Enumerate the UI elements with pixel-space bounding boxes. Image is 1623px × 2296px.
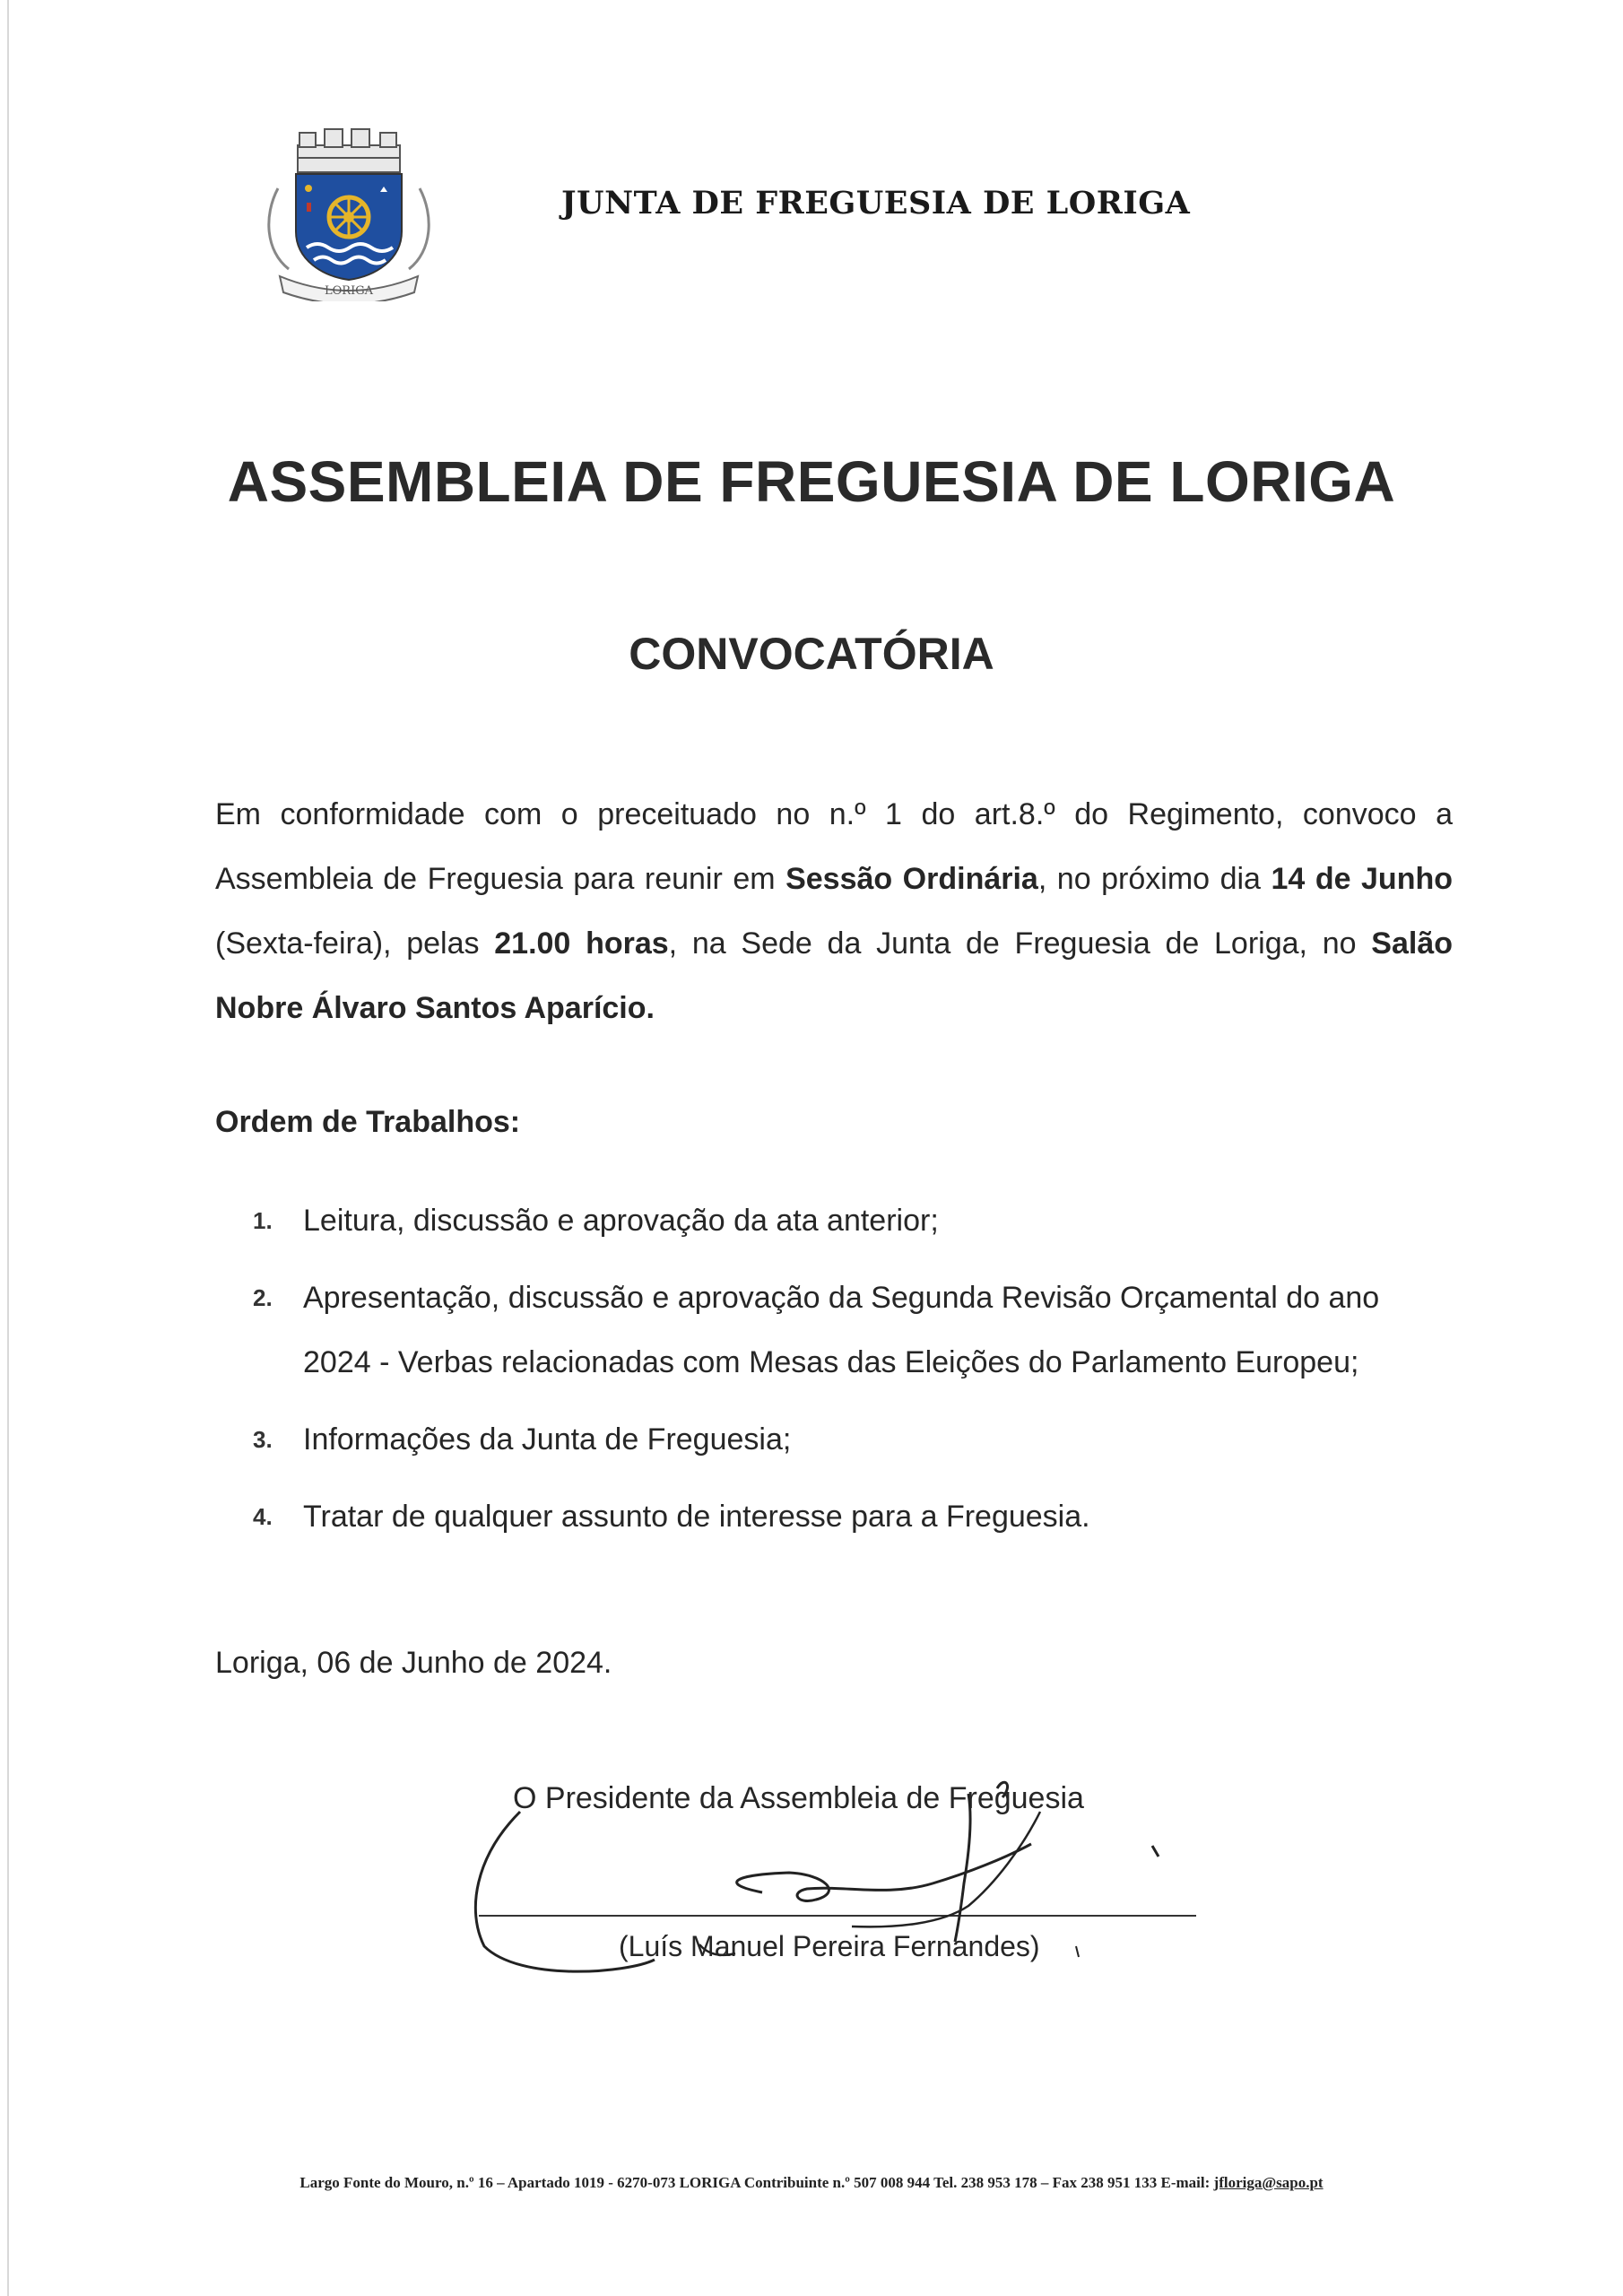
meeting-venue: Salão Nobre Álvaro Santos Aparício. [215,926,1453,1025]
svg-text:LORIGA: LORIGA [325,284,373,298]
intro-text: Em conformidade com o preceituado no n.º 1 do art.8.º do Regimento, convoco a Assembleia de Freguesia para reunir em [215,797,1453,896]
signature-block [466,1758,1202,1991]
signatory-name: (Luís Manuel Pereira Fernandes) [619,1930,1040,1962]
footer-email-link[interactable]: jfloriga@sapo.pt [1213,2174,1324,2191]
agenda-item [215,1265,1453,1395]
place-and-date: Loriga, 06 de Junho de 2024. [215,1646,612,1680]
agenda-item [215,1407,1453,1472]
intro-text: , na Sede da Junta de Freguesia de Loriga, no [668,926,1372,961]
signatory-role: O Presidente da Assembleia de Freguesia [513,1781,1084,1815]
handwritten-signature [466,1758,1202,1991]
agenda-item-number: 3. [253,1426,273,1453]
document-type-title: CONVOCATÓRIA [629,629,994,679]
session-type: Sessão Ordinária [785,862,1038,896]
footer-contact [0,2174,1623,2192]
agenda-list [215,1188,1453,1561]
agenda-item-text: Tratar de qualquer assunto de interesse para a Freguesia. [303,1500,1090,1534]
agenda-item [215,1188,1453,1253]
agenda-heading: Ordem de Trabalhos: [215,1105,521,1139]
intro-text: , no próximo dia [1037,862,1271,896]
meeting-time: 21.00 horas [494,926,669,961]
meeting-date: 14 de Junho [1271,862,1454,896]
footer-address: Largo Fonte do Mouro, n.º 16 – Apartado 1019 - 6270-073 LORIGA Contribuinte n.º 507 008 944 Tel. 238 953 178 – Fax 238 951 133 E-mail: [299,2174,1214,2191]
intro-text: (Sexta-feira), pelas [215,926,495,961]
agenda-item-text: Apresentação, discussão e aprovação da Segunda Revisão Orçamental do ano 2024 - Verbas relacionadas com Mesas das Eleições do Parlamento Europeu; [303,1281,1380,1379]
agenda-item-number: 1. [253,1207,273,1234]
agenda-item-text: Leitura, discussão e aprovação da ata anterior; [303,1204,939,1238]
scan-edge [7,0,9,2296]
organization-name: JUNTA DE FREGUESIA DE LORIGA [561,185,1191,222]
convocation-paragraph [215,782,1453,1040]
agenda-item-text: Informações da Junta de Freguesia; [303,1422,792,1457]
agenda-item-number: 4. [253,1503,273,1530]
loriga-coat-of-arms-logo [253,126,445,301]
agenda-item [215,1484,1453,1549]
assembly-title: ASSEMBLEIA DE FREGUESIA DE LORIGA [227,449,1396,514]
agenda-item-number: 2. [253,1284,273,1311]
